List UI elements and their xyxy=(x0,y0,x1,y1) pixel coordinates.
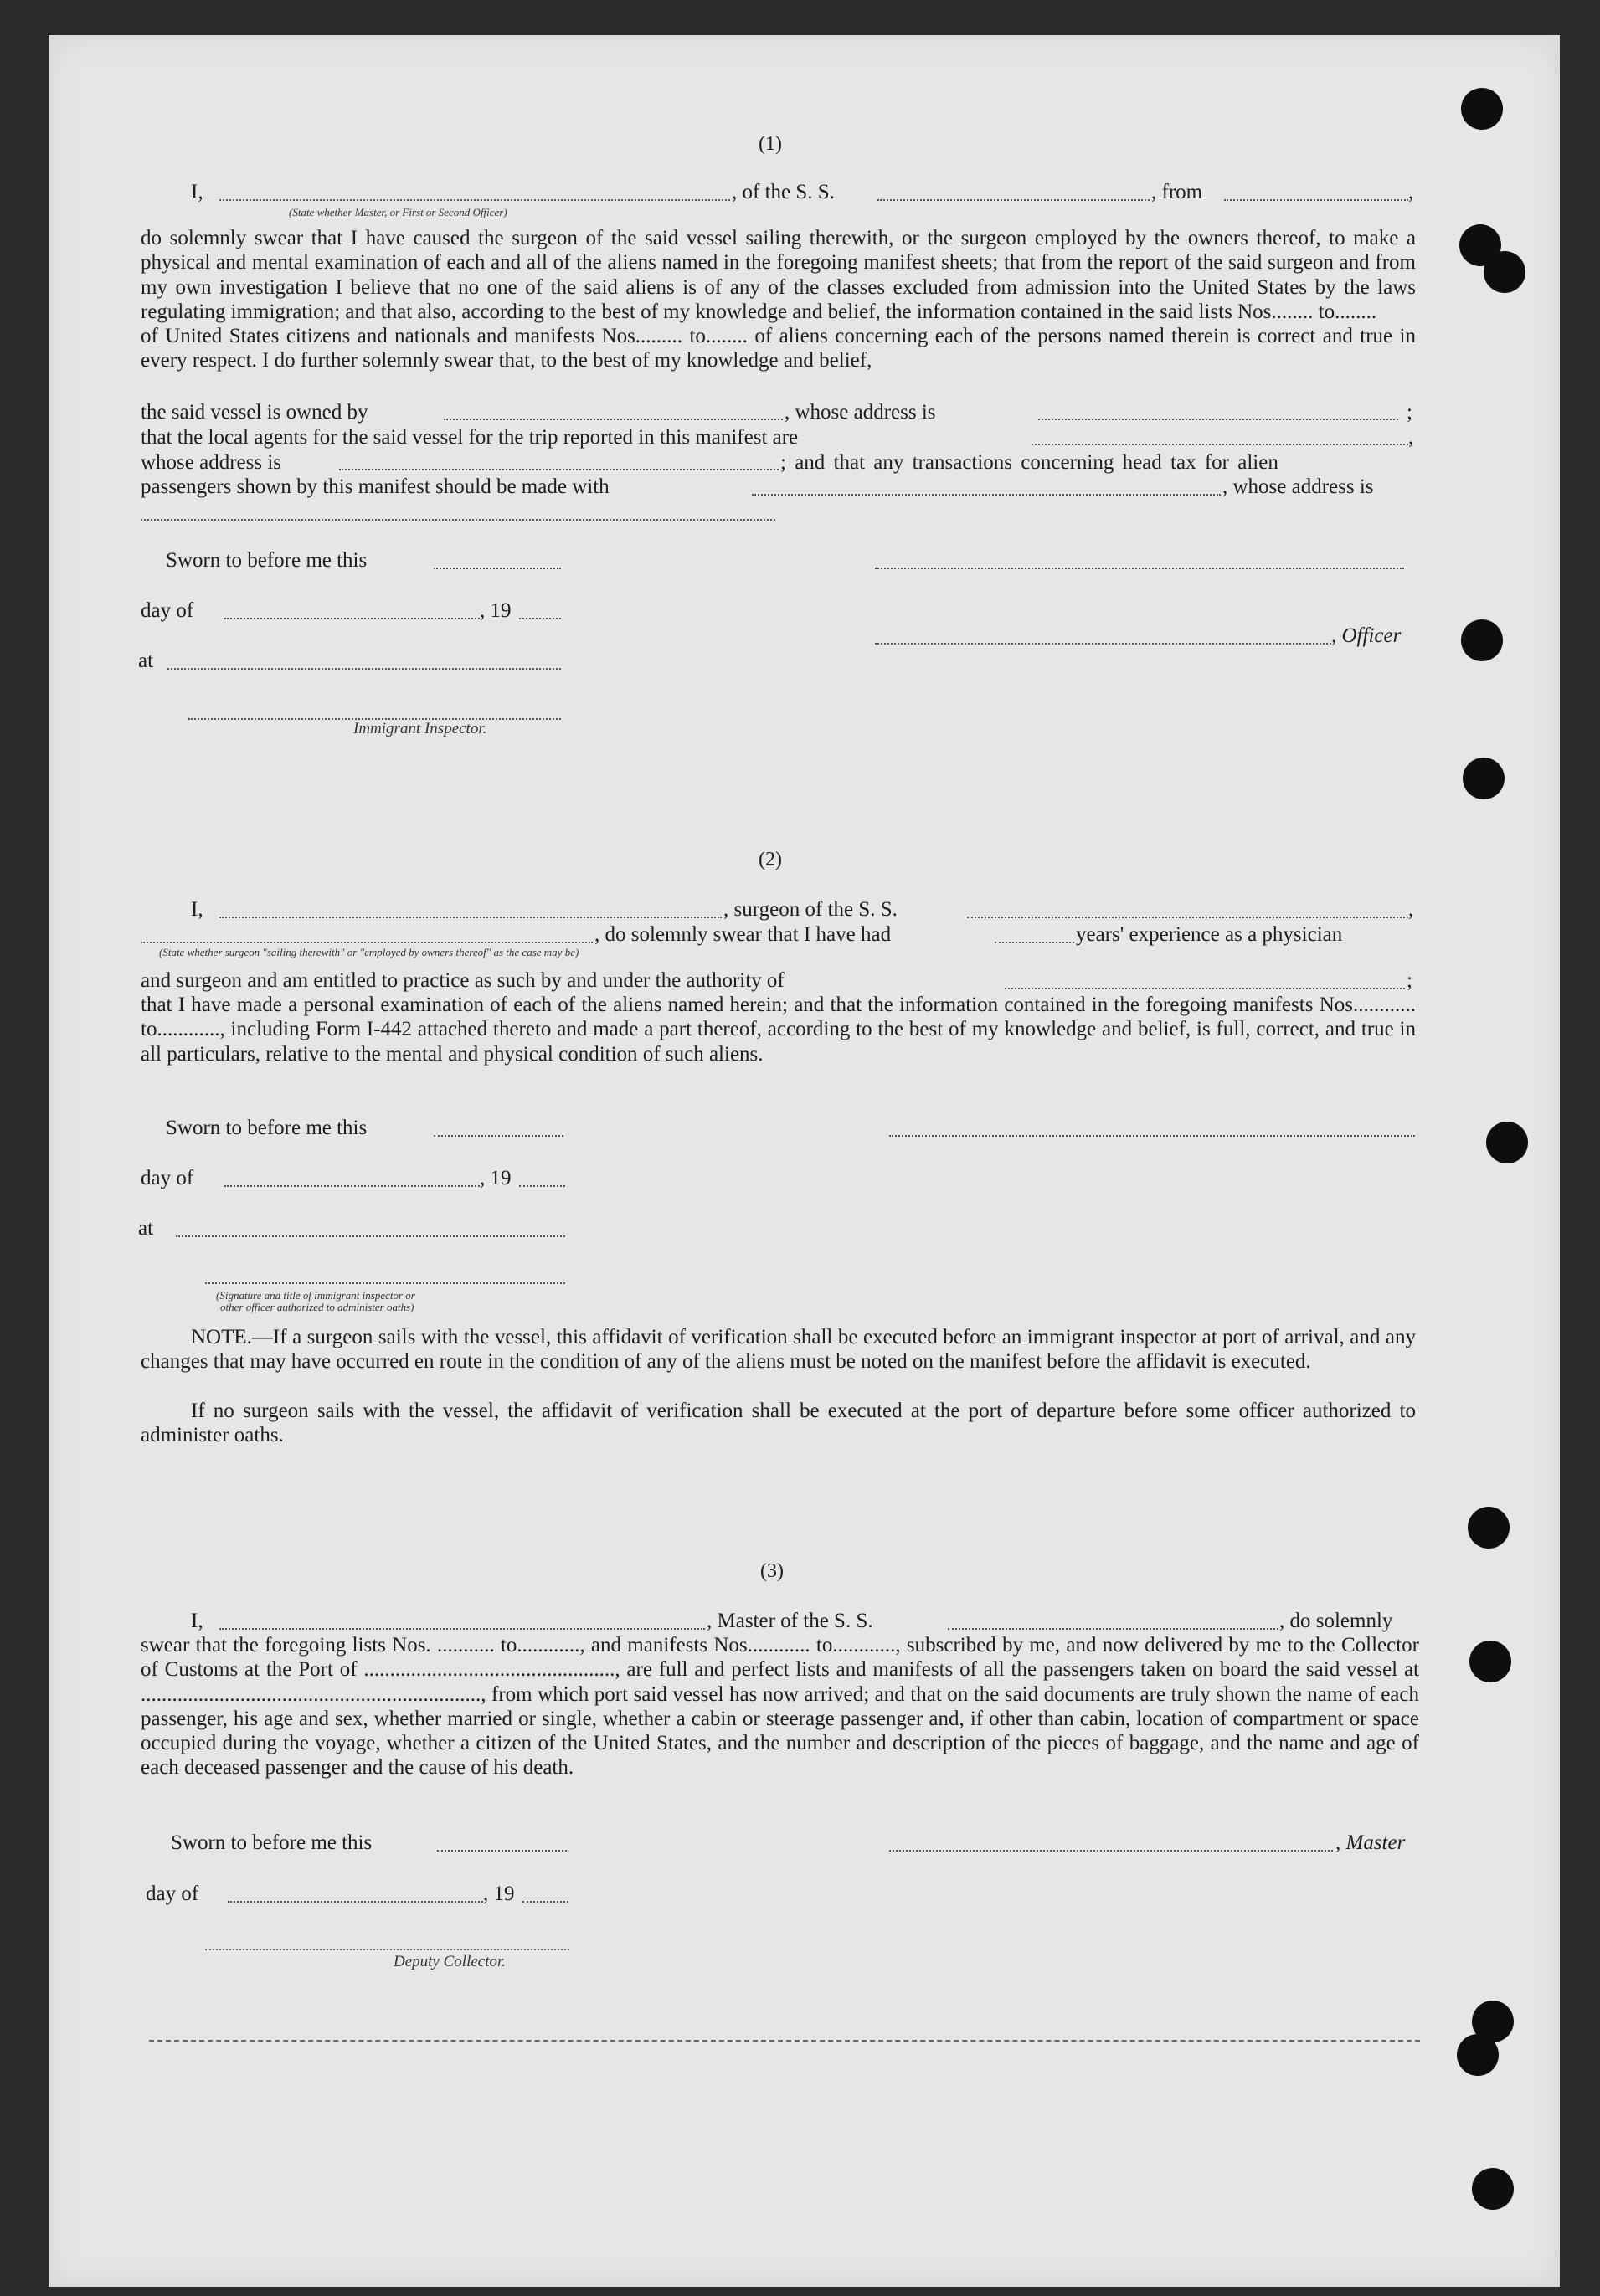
punch-hole xyxy=(1472,2168,1514,2210)
surgeon-note: (State whether surgeon "sailing therewith" or "employed by owners thereof" as the case may be) xyxy=(159,946,579,958)
punch-hole xyxy=(1461,619,1503,661)
blank-authority xyxy=(1005,988,1405,989)
blank-vessel xyxy=(948,1628,1278,1630)
blank-years xyxy=(995,942,1074,943)
blank-transactions xyxy=(752,494,1221,496)
blank-inspector xyxy=(205,1282,565,1284)
punch-hole xyxy=(1468,1507,1510,1549)
blank-officer xyxy=(875,643,1331,645)
line-end: , xyxy=(1408,898,1414,921)
blank-signature xyxy=(889,1135,1415,1137)
punch-hole xyxy=(1484,251,1525,293)
blank-sworn-date xyxy=(434,1135,563,1137)
years-label: years' experience as a physician xyxy=(1076,923,1343,946)
owned-by-label: the said vessel is owned by xyxy=(141,401,368,424)
blank-agents xyxy=(1032,444,1408,445)
punch-hole xyxy=(1461,88,1503,130)
blank-year xyxy=(522,1901,568,1903)
blank-name xyxy=(219,199,730,201)
signature-note: other officer authorized to administer oaths) xyxy=(220,1301,414,1313)
blank-owner-address xyxy=(1038,419,1398,420)
blank-place xyxy=(176,1235,565,1237)
day-of-label: day of xyxy=(141,599,194,622)
blank-owner xyxy=(444,419,783,420)
at-label: at xyxy=(138,1217,154,1240)
collector-label: Deputy Collector. xyxy=(394,1953,507,1970)
blank-agents-address xyxy=(339,469,779,470)
blank-year xyxy=(519,1185,565,1187)
blank-month xyxy=(224,1185,480,1187)
blank-transactions-address xyxy=(141,519,775,521)
note-paragraph xyxy=(141,1325,1416,1374)
blank-sworn-date xyxy=(437,1850,567,1852)
day-of-label: day of xyxy=(141,1167,194,1189)
blank-surgeon-status xyxy=(141,942,593,943)
at-label: at xyxy=(138,650,154,672)
master-of-label: , Master of the S. S. xyxy=(707,1610,873,1632)
footer-rule xyxy=(149,2040,1420,2042)
section-number: (2) xyxy=(759,849,782,871)
line-end: , xyxy=(1408,426,1414,449)
blank-year xyxy=(519,618,561,619)
punch-hole xyxy=(1469,1641,1511,1682)
punch-hole xyxy=(1457,2034,1499,2076)
master-paragraph: swear that the foregoing lists Nos. ........... to............, and manifests Nos............ to............, subscribed by me, and now delivered by me to the Collector of Customs at the Port of ................................................, are full and perfect lists and manifests of all the passengers taken on board the said vessel at ................................................................., from which port said vessel has now arrived; and that on the said documents are truly shown the name of each passenger, his age and sex, whether married or single, whether a cabin or steerage passenger and, if other than cabin, location of compartment or space occupied during the voyage, whether a citizen of the United States, and the number and description of the pieces of baggage, and the name and age of each deceased passenger and the cause of his death. xyxy=(141,1634,1419,1780)
surgeon-of-label: , surgeon of the S. S. xyxy=(723,898,898,921)
blank-master-name xyxy=(219,1628,705,1630)
section-number: (1) xyxy=(759,133,782,155)
blank-signature xyxy=(875,568,1404,569)
surgeon-paragraph: that I have made a personal examination of each of the aliens named herein; and that the information contained in the foregoing manifests Nos............ to............, including Form I-442 attached thereto and made a part thereof, according to the best of my knowledge and belief, is full, correct, and true in all particulars, relative to the mental and physical condition of such aliens. xyxy=(141,994,1416,1066)
signature-note: (Signature and title of immigrant inspector or xyxy=(216,1289,415,1302)
punch-hole xyxy=(1486,1122,1528,1163)
oath-paragraph xyxy=(141,226,1416,373)
blank-master-signature xyxy=(889,1850,1333,1852)
oath-lead: I, xyxy=(191,1610,203,1632)
blank-sworn-date xyxy=(434,568,561,569)
day-of-label: day of xyxy=(146,1883,199,1905)
inspector-label: Immigrant Inspector. xyxy=(353,720,487,737)
whose-address-label: whose address is xyxy=(141,451,282,474)
note-paragraph-2: If no surgeon sails with the vessel, the affidavit of verification shall be executed at the port of departure before some officer authorized to administer oaths. xyxy=(141,1400,1416,1447)
oath-text-part2: of United States citizens and nationals and manifests Nos......... to........ of aliens concerning each of the persons named therein is correct and true in every respect. I do further solemnly swear that, to the best of my knowledge and belief, xyxy=(141,325,1416,372)
passengers-label: passengers shown by this manifest should be made with xyxy=(141,475,610,498)
oath-lead: I, xyxy=(191,898,203,921)
solemnly-label: , do solemnly xyxy=(1279,1610,1393,1632)
head-tax-text: ; and that any transactions concerning head tax for alien xyxy=(780,451,1278,474)
blank-place xyxy=(167,668,561,670)
officer-label: , Officer xyxy=(1331,624,1402,647)
note-label: NOTE. xyxy=(191,1326,252,1348)
line-semicolon: ; xyxy=(1407,969,1412,992)
blank-collector xyxy=(205,1949,569,1950)
oath-text-part1: do solemnly swear that I have caused the surgeon of the said vessel sailing therewith, or the surgeon employed by the owners thereof, to make a physical and mental examination of each and all of the aliens named in the foregoing manifest sheets; that from the report of the said surgeon and from my own investigation I believe that no one of the said aliens is of any of the classes excluded from admission into the United States by the laws regulating immigration; and that also, according to the best of my knowledge and belief, the information contained in the said lists Nos........ to........ xyxy=(141,227,1416,323)
year-label: , 19 xyxy=(483,1883,515,1905)
sworn-label: Sworn to before me this xyxy=(166,549,368,572)
line-semicolon: ; xyxy=(1407,401,1412,424)
title-note: (State whether Master, or First or Second Officer) xyxy=(289,206,507,218)
sworn-label: Sworn to before me this xyxy=(171,1831,373,1854)
local-agents-label: that the local agents for the said vessel for the trip reported in this manifest are xyxy=(141,426,799,449)
blank-surgeon-name xyxy=(219,917,722,918)
year-label: , 19 xyxy=(480,1167,512,1189)
sworn-label: Sworn to before me this xyxy=(166,1117,368,1139)
blank-month xyxy=(224,618,480,619)
line-end: , xyxy=(1408,181,1414,203)
whose-address-label: , whose address is xyxy=(1222,475,1374,498)
blank-month xyxy=(228,1901,483,1903)
note-text: —If a surgeon sails with the vessel, this affidavit of verification shall be executed before an immigrant inspector at port of arrival, and any changes that may have occurred en route in the condition of any of the aliens must be noted on the manifest before the affidavit is executed. xyxy=(141,1326,1416,1374)
blank-vessel xyxy=(877,199,1150,201)
section-number: (3) xyxy=(760,1560,784,1582)
punch-hole xyxy=(1463,758,1505,799)
of-the-ss-label: , of the S. S. xyxy=(732,181,835,203)
year-label: , 19 xyxy=(480,599,512,622)
master-label: , Master xyxy=(1335,1831,1406,1854)
whose-address-label: , whose address is xyxy=(785,401,936,424)
solemnly-label: , do solemnly swear that I have had xyxy=(594,923,892,946)
authority-label: and surgeon and am entitled to practice as such by and under the authority of xyxy=(141,969,785,992)
blank-from xyxy=(1224,199,1408,201)
blank-vessel xyxy=(967,917,1408,918)
oath-lead: I, xyxy=(191,181,203,203)
from-label: , from xyxy=(1151,181,1203,203)
